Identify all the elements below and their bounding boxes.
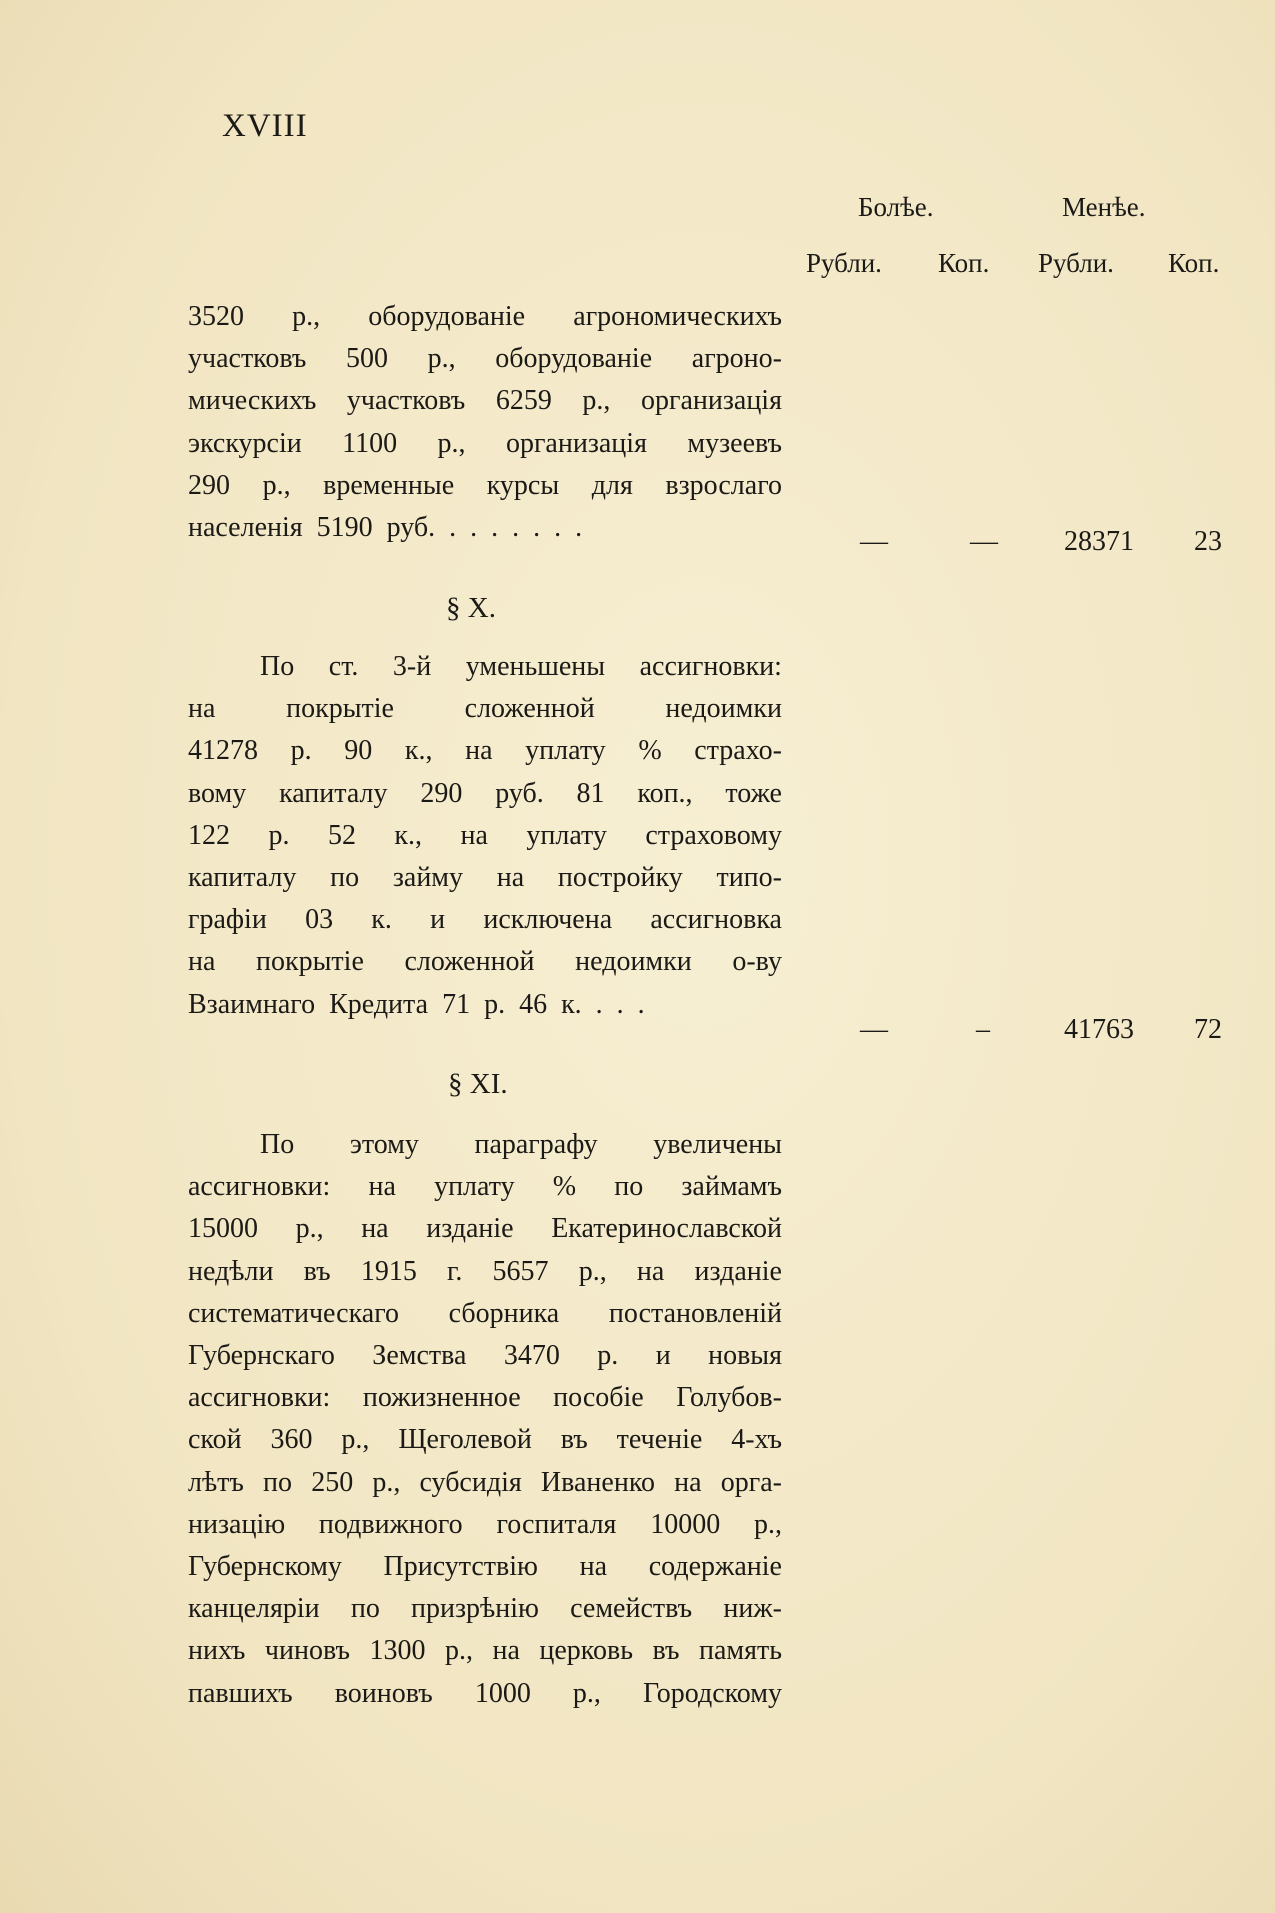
block1-less-kop: 23 — [1194, 526, 1222, 557]
text-line: недѣли въ 1915 г. 5657 р., на изданіе — [188, 1255, 782, 1287]
text-line: 41278 р. 90 к., на уплату % страхо- — [188, 735, 782, 767]
block1-more-rubles: — — [860, 526, 888, 557]
text-line: низацію подвижного госпиталя 10000 р., — [188, 1508, 782, 1540]
text-line: участковъ 500 р., оборудованіе агроно- — [188, 343, 782, 375]
text-line: Губернскому Присутствію на содержаніе — [188, 1551, 782, 1583]
text-line: экскурсіи 1100 р., организація музеевъ — [188, 427, 782, 459]
text-line: графіи 03 к. и исключена ассигновка — [188, 904, 782, 936]
text-line: систематическаго сборника постановленій — [188, 1297, 782, 1329]
section-x-less-rubles: 41763 — [1064, 1014, 1134, 1045]
column-heading-more: Болѣе. — [858, 192, 934, 222]
section-xi-heading: § XI. — [448, 1068, 508, 1100]
page-number: XVIII — [222, 108, 308, 144]
text-line: 122 р. 52 к., на уплату страховому — [188, 819, 782, 851]
text-line: ассигновки: пожизненное пособіе Голубов- — [188, 1382, 782, 1414]
section-x-more-rubles: — — [860, 1014, 888, 1045]
text-line: ассигновки: на уплату % по займамъ — [188, 1171, 782, 1203]
section-x-heading: § X. — [446, 592, 496, 624]
text-line: населенія 5190 руб. . . . . . . . — [188, 512, 583, 544]
column-heading-rubles-more: Рубли. — [806, 248, 882, 278]
text-line: канцеляріи по призрѣнію семействъ ниж- — [188, 1593, 782, 1625]
text-line: на покрытіе сложенной недоимки — [188, 693, 782, 725]
section-xi-text — [188, 1124, 782, 1715]
text-line: По ст. 3-й уменьшены ассигновки: — [260, 651, 782, 682]
text-line: Взаимнаго Кредита 71 р. 46 к. . . . — [188, 988, 645, 1020]
block1-more-kop: — — [970, 526, 998, 557]
block1-less-rubles: 28371 — [1064, 526, 1134, 557]
text-line: 15000 р., на изданіе Екатеринославской — [188, 1213, 782, 1245]
section-x-more-kop: – — [976, 1014, 990, 1045]
column-heading-kop-more: Коп. — [938, 248, 990, 278]
text-line: ской 360 р., Щеголевой въ теченіе 4-хъ — [188, 1424, 782, 1456]
text-line: 3520 р., оборудованіе агрономическихъ — [188, 301, 782, 332]
text-line: нихъ чиновъ 1300 р., на церковь въ память — [188, 1635, 782, 1667]
column-heading-less: Менѣе. — [1062, 192, 1146, 222]
column-heading-rubles-less: Рубли. — [1038, 248, 1114, 278]
text-line: капиталу по займу на постройку типо- — [188, 862, 782, 894]
column-heading-kop-less: Коп. — [1168, 248, 1220, 278]
block1-text — [188, 296, 782, 549]
text-line: мическихъ участковъ 6259 р., организація — [188, 385, 782, 417]
text-line: Губернскаго Земства 3470 р. и новыя — [188, 1340, 782, 1372]
text-line: 290 р., временные курсы для взрослаго — [188, 469, 782, 501]
text-line: вому капиталу 290 руб. 81 коп., тоже — [188, 777, 782, 809]
text-line: павшихъ воиновъ 1000 р., Городскому — [188, 1677, 782, 1709]
section-x-text — [188, 646, 782, 1026]
text-line: на покрытіе сложенной недоимки о-ву — [188, 946, 782, 978]
text-line: По этому параграфу увеличены — [260, 1129, 782, 1160]
section-x-less-kop: 72 — [1194, 1014, 1222, 1045]
text-line: лѣтъ по 250 р., субсидія Иваненко на орга- — [188, 1466, 782, 1498]
